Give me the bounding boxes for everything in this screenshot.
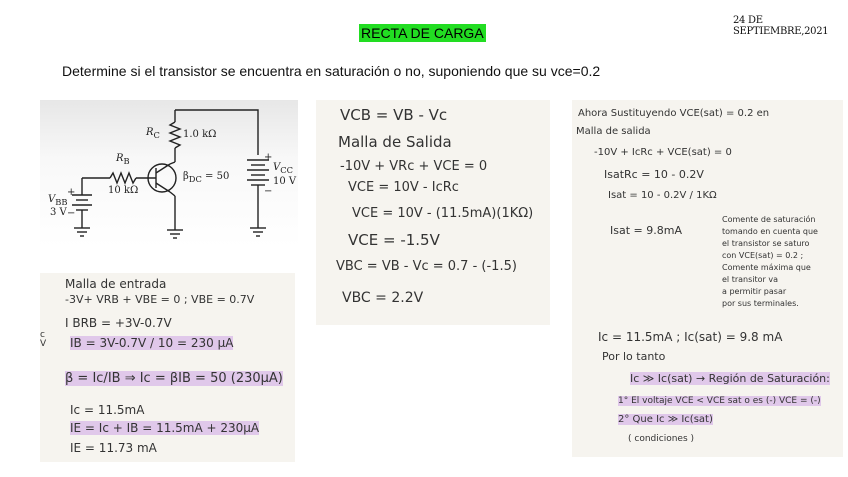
note-line: Malla de Salida [338,133,452,151]
note-line: -3V+ VRB + VBE = 0 ; VBE = 0.7V [65,293,255,306]
note-line: Malla de entrada [65,277,167,291]
note-line: 1° El voltaje VCE < VCE sat o es (-) VCE = (-) [618,396,821,406]
vbb-minus: − [67,208,76,219]
note-line: ( condiciones ) [628,434,695,444]
note-line: Isat = 9.8mA [610,224,682,237]
vcc-label: $V_{CC}$ [273,162,293,175]
note-line: Ic = 11.5mA ; Ic(sat) = 9.8 mA [598,330,783,344]
saturation-comment: Comente de saturación tomando en cuenta que el transistor se saturo con VCE(sat) = 0.2 ; Comente máxima que el transitor va a permitir pasar por sus terminales. [722,215,818,308]
note-line: Por lo tanto [602,350,666,363]
vcc-plus: + [264,152,273,163]
note-line: VCE = -1.5V [348,231,440,249]
circuit-diagram [40,100,298,247]
note-line: I BRB = +3V-0.7V [65,316,172,330]
note-line: Ic = 11.5mA [70,403,145,417]
saturation-notes [572,100,843,457]
question-text: Determine si el transistor se encuentra en saturación o no, suponiendo que su vce=0.2 [62,63,601,79]
beta-label: $\beta_{DC} = 50$ [183,171,230,184]
note-line: IE = 11.73 mA [70,441,157,455]
rc-label: $R_C$ [146,127,160,140]
note-line: IB = 3V-0.7V / 10 = 230 μA [70,336,234,350]
note-line: VCB = VB - Vc [340,106,448,124]
rb-value: 10 kΩ [108,185,139,196]
note-line: Ic ≫ Ic(sat) → Región de Saturación: [630,372,830,385]
vbb-value: 3 V [50,207,67,218]
note-line: Ahora Sustituyendo VCE(sat) = 0.2 en [578,108,770,119]
date-label: 24 DE SEPTIEMBRE,2021 [733,15,829,37]
rc-value: 1.0 kΩ [183,129,217,140]
input-loop-notes [40,273,295,462]
note-line: 2° Que Ic ≫ Ic(sat) [618,414,713,425]
vcc-minus: − [264,186,273,197]
note-line: VCE = 10V - IcRc [348,180,459,195]
vcc-value: 10 V [273,176,297,187]
note-line: -10V + IcRc + VCE(sat) = 0 [594,147,732,158]
note-line: IE = Ic + IB = 11.5mA + 230μA [70,421,260,435]
page-title: RECTA DE CARGA [361,25,484,41]
note-line: VCE = 10V - (11.5mA)(1KΩ) [352,206,534,221]
note-line: VBC = 2.2V [342,290,424,306]
note-line: VBC = VB - Vc = 0.7 - (-1.5) [336,259,517,274]
vbb-plus: + [67,187,76,198]
circuit-schematic [40,100,298,247]
note-line: IsatRc = 10 - 0.2V [604,168,704,181]
note-line: Isat = 10 - 0.2V / 1KΩ [608,190,717,201]
note-line: β = Ic/IB ⇒ Ic = βIB = 50 (230μA) [65,371,283,386]
vbb-label: $V_{BB}$ [48,194,68,207]
note-line: -10V + VRc + VCE = 0 [340,159,488,174]
cut-off-text: c V [40,330,47,349]
rb-label: $R_B$ [116,153,130,166]
output-loop-notes [316,100,550,325]
note-line: Malla de salida [576,126,651,137]
